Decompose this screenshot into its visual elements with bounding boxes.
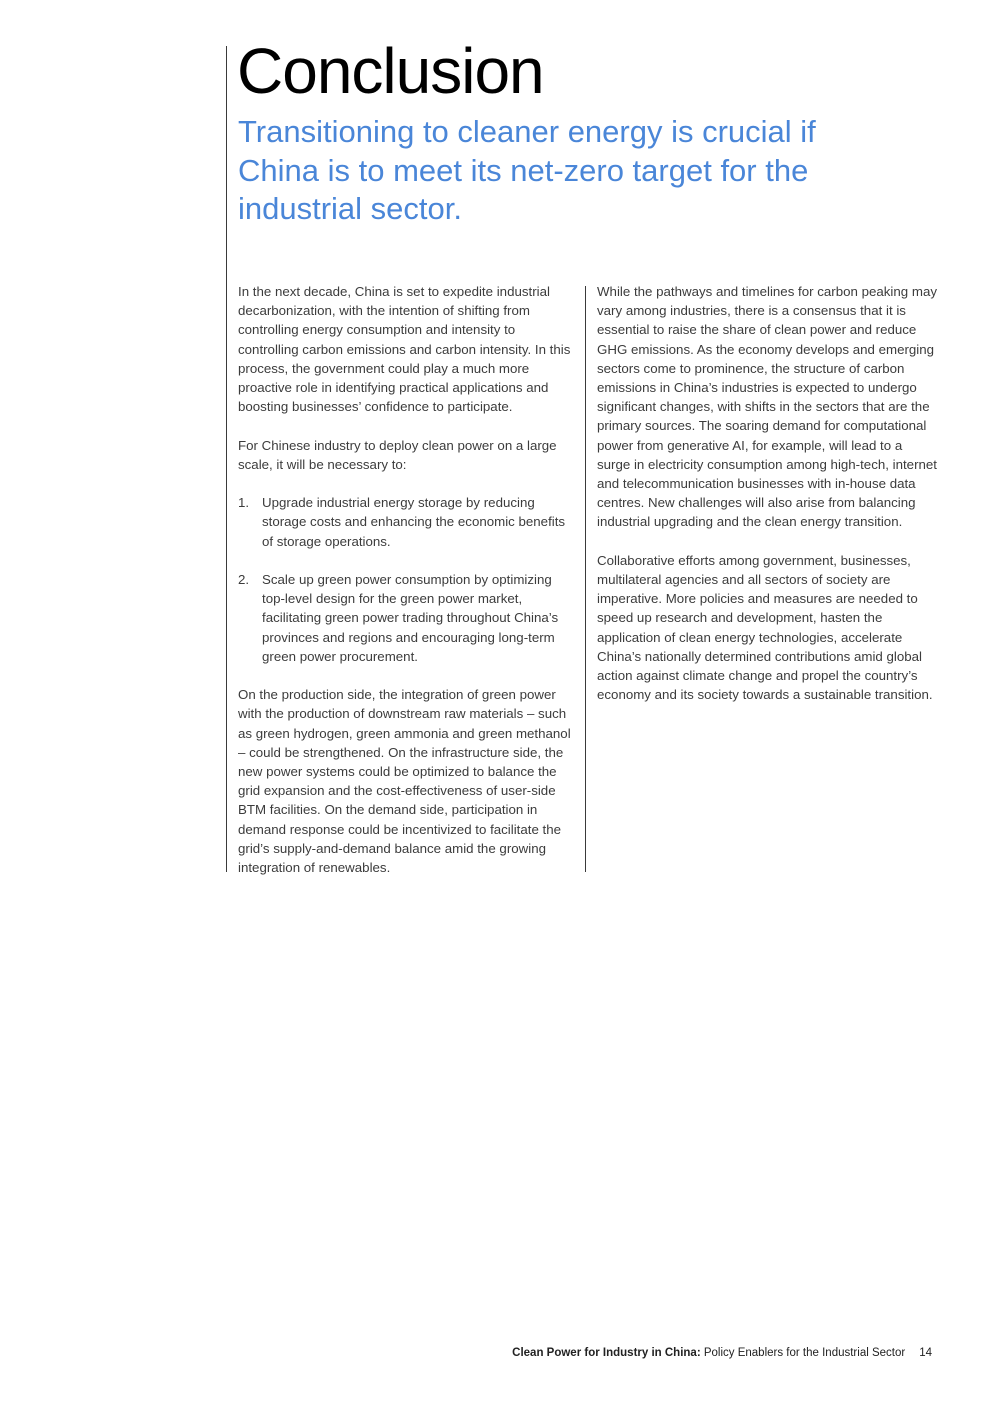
list-item-text: Upgrade industrial energy storage by reducing storage costs and enhancing the economic benefits of storage operations. (262, 495, 566, 549)
recommendation-list (238, 493, 578, 666)
production-paragraph: On the production side, the integration of green power with the production of downstream raw materials – such as green hydrogen, green ammonia and green methanol – could be strengthened. On the infrastructure side, the new power systems could be optimized to balance the grid expansion and the cost-effectiveness of user-side BTM facilities. On the demand side, participation in demand response could be incentivized to facilitate the grid’s supply-and-demand balance amid the growing integration of renewables. (238, 687, 571, 876)
pathways-paragraph: While the pathways and timelines for carbon peaking may vary among industries, there is a consensus that it is essential to raise the share of clean power and reduce GHG emissions. As the economy develops and emerging sectors come to prominence, the structure of carbon emissions in China’s industries is expected to undergo significant changes, with shifts in the sectors that are the primary sources. The soaring demand for computational power from generative AI, for example, will lead to a surge in electricity consumption among high-tech, internet and telecommunication businesses with in-house data centres. New challenges will also arise from balancing industrial upgrading and the clean energy transition. (597, 284, 937, 530)
text-column-right (597, 282, 937, 724)
collaboration-paragraph: Collaborative efforts among government, businesses, multilateral agencies and all sectors of society are imperative. More policies and measures are needed to speed up research and development, hasten the application of clean energy technologies, accelerate China’s nationally determined contributions amid global action against climate change and propel the country’s economy and its society towards a sustainable transition. (597, 552, 933, 703)
page-number: 14 (919, 1347, 932, 1359)
list-item (238, 493, 578, 551)
text-column-left (238, 282, 578, 896)
footer-report-subtitle: Policy Enablers for the Industrial Sector (700, 1347, 906, 1359)
list-item (238, 570, 578, 666)
list-item-number: 1. (238, 495, 250, 511)
page-title: Conclusion (237, 35, 544, 107)
page-subtitle: Transitioning to cleaner energy is crucial if China is to meet its net-zero target for the industrial sector. (238, 114, 816, 226)
left-margin-rule (226, 46, 227, 872)
list-item-text: Scale up green power consumption by optimizing top-level design for the green power market, facilitating green power trading throughout China’s provinces and regions and encouraging long-term green power procurement. (262, 572, 559, 664)
column-divider-rule (585, 286, 586, 872)
page-footer (512, 1347, 932, 1359)
list-item-number: 2. (238, 572, 250, 587)
lead-in-paragraph: For Chinese industry to deploy clean power on a large scale, it will be necessary to: (238, 437, 557, 472)
intro-paragraph: In the next decade, China is set to expedite industrial decarbonization, with the intention of shifting from controlling energy consumption and intensity to controlling carbon emissions and carbon intensity. In this process, the government could play a much more proactive role in identifying practical applications and boosting businesses’ confidence to participate. (238, 284, 571, 415)
footer-report-title: Clean Power for Industry in China: (512, 1347, 701, 1359)
